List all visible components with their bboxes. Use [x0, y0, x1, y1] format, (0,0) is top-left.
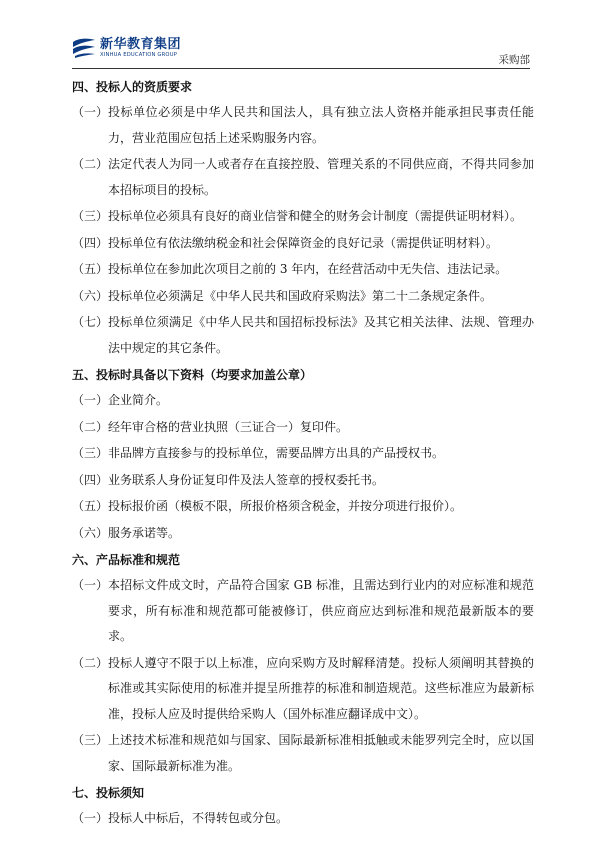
item-number: （五） [72, 499, 109, 513]
item-number: （六） [72, 288, 109, 303]
item-text: 投标单位有依法缴纳税金和社会保障资金的良好记录（需提供证明材料）。 [108, 235, 499, 250]
section-title: 五、投标时具备以下资料（均要求加盖公章） [72, 368, 313, 382]
xinhua-emblem-icon [72, 38, 96, 58]
section-title: 七、投标须知 [72, 786, 145, 800]
list-item [72, 152, 534, 203]
item-number: （六） [72, 525, 109, 540]
section [72, 780, 534, 832]
section [72, 547, 534, 779]
list-item [72, 204, 534, 230]
section-title: 四、投标人的资质要求 [72, 80, 193, 94]
item-text: 业务联系人身份证复印件及法人签章的授权委托书。 [108, 472, 385, 487]
item-text: 投标单位必须是中华人民共和国法人，具有独立法人资格并能承担民事责任能力，营业范围应包括上述采购服务内容。 [108, 105, 534, 145]
list-item [72, 310, 534, 361]
document-body [72, 74, 534, 833]
item-number: （一） [72, 578, 109, 592]
list-item [72, 415, 534, 441]
department-label: 采购部 [498, 54, 530, 66]
section-title: 六、产品标准和规范 [72, 553, 181, 567]
list-item [72, 388, 534, 414]
item-number: （二） [72, 419, 109, 434]
item-number: （一） [72, 393, 109, 407]
list-item [72, 728, 534, 779]
list-item [72, 441, 534, 467]
item-number: （二） [72, 655, 109, 670]
item-number: （一） [72, 105, 109, 119]
xinhua-logo [72, 38, 181, 59]
item-number: （三） [72, 209, 109, 223]
item-number: （一） [72, 811, 109, 825]
page-header [72, 38, 530, 68]
item-text: 服务承诺等。 [108, 525, 181, 540]
list-item [72, 231, 534, 257]
list-item [72, 284, 534, 310]
item-text: 非品牌方直接参与的投标单位，需要品牌方出具的产品授权书。 [108, 446, 445, 460]
list-item [72, 257, 534, 283]
section [72, 362, 534, 546]
logo-english-name: XINHUA EDUCATION GROUP [100, 52, 178, 58]
list-item [72, 521, 534, 547]
list-item [72, 100, 534, 151]
item-text: 投标人中标后，不得转包或分包。 [108, 811, 289, 825]
list-item [72, 573, 534, 650]
item-text: 经年审合格的营业执照（三证合一）复印件。 [108, 419, 349, 434]
item-number: （四） [72, 235, 109, 250]
item-text: 企业简介。 [108, 393, 169, 407]
item-text: 上述技术标准和规范如与国家、国际最新标准相抵触或未能罗列完全时，应以国家、国际最新标准为准。 [108, 733, 534, 773]
item-text: 投标单位在参加此次项目之前的 3 年内，在经营活动中无失信、违法记录。 [108, 262, 508, 276]
list-item [72, 806, 534, 832]
item-text: 投标报价函（模板不限，所报价格须含税金，并按分项进行报价）。 [108, 499, 463, 513]
item-text: 投标人遵守不限于以上标准，应向采购方及时解释清楚。投标人须阐明其替换的标准或其实际使用的标准并提呈所推荐的标准和制造规范。这些标准应为最新标准，投标人应及时提供给采购人（国外标准应翻译成中文）。 [108, 655, 534, 721]
item-number: （四） [72, 472, 109, 487]
item-number: （五） [72, 262, 109, 276]
item-number: （三） [72, 733, 109, 747]
list-item [72, 468, 534, 494]
list-item [72, 651, 534, 728]
item-text: 法定代表人为同一人或者存在直接控股、管理关系的不同供应商，不得共同参加本招标项目的投标。 [108, 157, 534, 197]
header-divider [72, 68, 530, 69]
item-text: 投标单位必须具有良好的商业信誉和健全的财务会计制度（需提供证明材料）。 [108, 209, 523, 223]
item-number: （二） [72, 157, 109, 171]
item-text: 本招标文件成文时，产品符合国家 GB 标准，且需达到行业内的对应标准和规范要求，所有标准和规范都可能被修订，供应商应达到标准和规范最新版本的要求。 [108, 578, 534, 643]
section [72, 74, 534, 361]
list-item [72, 494, 534, 520]
item-number: （七） [72, 315, 109, 329]
item-text: 投标单位必须满足《中华人民共和国政府采购法》第二十二条规定条件。 [108, 288, 493, 303]
item-number: （三） [72, 446, 109, 460]
logo-chinese-name: 新华教育集团 [100, 37, 182, 52]
item-text: 投标单位须满足《中华人民共和国招标投标法》及其它相关法律、法规、管理办法中规定的其它条件。 [108, 315, 534, 355]
